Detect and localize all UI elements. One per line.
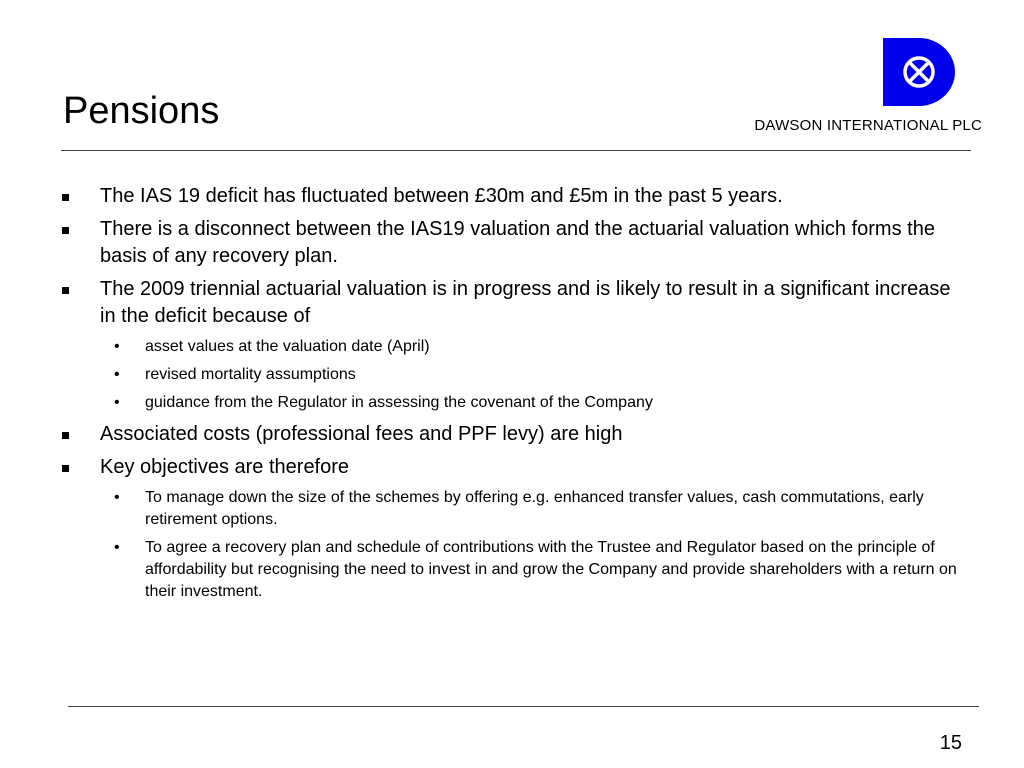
sub-bullet-item bbox=[62, 364, 962, 386]
dawson-d-logo-icon bbox=[883, 38, 955, 106]
sub-bullet-text: To agree a recovery plan and schedule of contributions with the Trustee and Regulator based on the principle of affordability but recognising the need to invest in and grow the Company and provide shareholders with a return on their investment. bbox=[145, 539, 957, 600]
bullet-text: Key objectives are therefore bbox=[100, 456, 350, 478]
bullet-item bbox=[62, 216, 962, 270]
sub-bullet-item bbox=[62, 392, 962, 414]
sub-bullet-text: asset values at the valuation date (April) bbox=[145, 338, 430, 355]
bullet-text: Associated costs (professional fees and PPF levy) are high bbox=[100, 423, 623, 445]
dot-bullet-icon: • bbox=[114, 394, 120, 411]
page-number: 15 bbox=[939, 732, 962, 754]
dot-bullet-icon: • bbox=[114, 338, 120, 355]
square-bullet-icon bbox=[62, 432, 69, 439]
square-bullet-icon bbox=[62, 194, 69, 201]
dot-bullet-icon: • bbox=[114, 366, 120, 383]
company-name: DAWSON INTERNATIONAL PLC bbox=[754, 117, 982, 134]
bullet-item bbox=[62, 276, 962, 330]
square-bullet-icon bbox=[62, 287, 69, 294]
sub-bullet-item bbox=[62, 487, 962, 531]
header-divider bbox=[61, 150, 971, 151]
sub-bullet-item bbox=[62, 537, 962, 603]
sub-bullet-text: revised mortality assumptions bbox=[145, 366, 356, 383]
sub-bullet-item bbox=[62, 336, 962, 358]
footer-divider bbox=[68, 706, 979, 707]
bullet-text: The IAS 19 deficit has fluctuated between £30m and £5m in the past 5 years. bbox=[100, 185, 783, 207]
bullet-text: There is a disconnect between the IAS19 valuation and the actuarial valuation which forms the basis of any recovery plan. bbox=[100, 218, 935, 267]
square-bullet-icon bbox=[62, 465, 69, 472]
dot-bullet-icon: • bbox=[114, 489, 120, 506]
slide-title: Pensions bbox=[63, 90, 220, 132]
bullet-item bbox=[62, 183, 962, 210]
square-bullet-icon bbox=[62, 227, 69, 234]
bullet-item bbox=[62, 454, 962, 481]
bullet-item bbox=[62, 421, 962, 448]
dot-bullet-icon: • bbox=[114, 539, 120, 556]
sub-bullet-text: To manage down the size of the schemes by offering e.g. enhanced transfer values, cash commutations, early retirement options. bbox=[145, 489, 924, 528]
slide-body bbox=[62, 183, 962, 609]
sub-bullet-text: guidance from the Regulator in assessing the covenant of the Company bbox=[145, 394, 653, 411]
bullet-text: The 2009 triennial actuarial valuation is in progress and is likely to result in a significant increase in the deficit because of bbox=[100, 278, 951, 327]
